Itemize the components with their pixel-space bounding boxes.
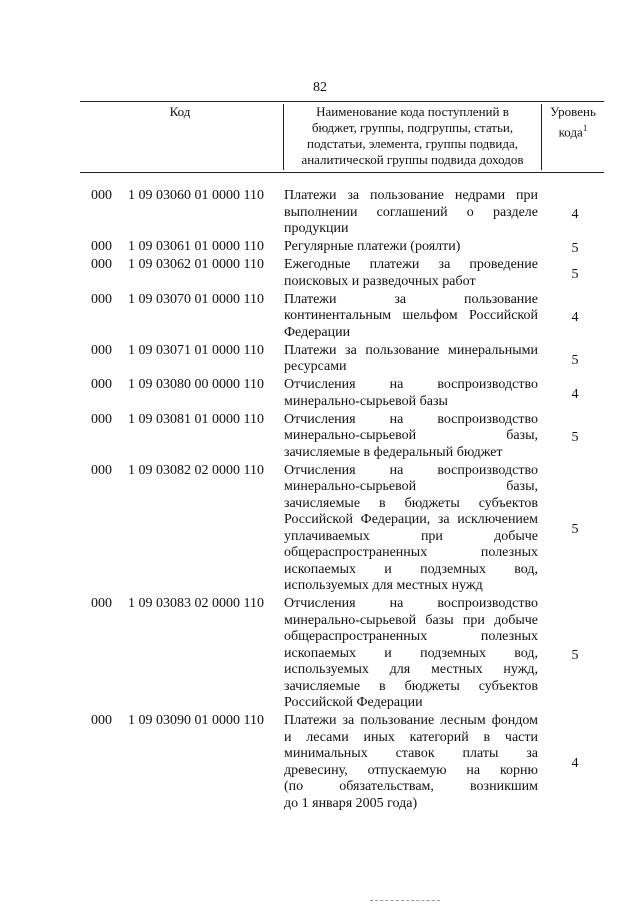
code-level: 5 — [571, 352, 579, 368]
revenue-name — [284, 412, 538, 462]
revenue-code: 1 09 03081 01 0000 110 — [128, 411, 264, 427]
revenue-name-line: континентальным шельфом Российской — [284, 308, 538, 323]
revenue-name-line: минерально-сырьевой базы, — [284, 428, 538, 443]
header-name-line: подстатьи, элемента, группы подвида, — [307, 136, 518, 151]
code-level: 4 — [571, 387, 579, 403]
admin-code: 000 — [91, 291, 112, 307]
code-level: 5 — [571, 267, 579, 283]
revenue-name-line: зачисляемые в федеральный бюджет — [284, 444, 503, 460]
revenue-name-line: Отчисления на воспроизводство — [284, 462, 538, 478]
revenue-name-line: Российской Федерации, за исключением — [284, 512, 538, 527]
revenue-name-line: (по обязательствам, возникшим — [284, 779, 538, 794]
revenue-name-line: Платежи за пользование минеральными — [284, 342, 538, 358]
revenue-name-line: Платежи за пользование недрами при — [284, 188, 538, 203]
admin-code: 000 — [91, 342, 112, 358]
code-level: 4 — [571, 310, 579, 325]
revenue-name-line: и лесами иных категорий в части — [284, 729, 538, 745]
revenue-name-line: поисковых и разведочных работ — [284, 273, 476, 289]
revenue-name-line: Отчисления на воспроизводство — [284, 411, 538, 427]
header-name — [283, 104, 542, 170]
revenue-name — [284, 596, 538, 712]
admin-code: 000 — [91, 596, 112, 611]
code-level: 5 — [571, 241, 579, 256]
revenue-name-line: ископаемых и подземных вод, — [284, 645, 538, 661]
revenue-name-line: минерально-сырьевой базы при добыче — [284, 612, 538, 628]
revenue-name-line: Федерации — [284, 324, 351, 340]
admin-code: 000 — [91, 462, 112, 478]
revenue-name-line: общераспространенных полезных — [284, 629, 538, 644]
revenue-name — [284, 239, 538, 256]
revenue-name-line: до 1 января 2005 года) — [284, 795, 418, 811]
revenue-code: 1 09 03082 02 0000 110 — [128, 462, 264, 478]
revenue-name-line: зачисляемые в бюджеты субъектов — [284, 678, 538, 694]
revenue-code: 1 09 03062 01 0000 110 — [128, 257, 264, 272]
revenue-code: 1 09 03061 01 0000 110 — [128, 239, 264, 254]
revenue-code: 1 09 03070 01 0000 110 — [128, 291, 264, 307]
revenue-code: 1 09 03090 01 0000 110 — [128, 713, 264, 728]
header-name-line: аналитической группы подвида доходов — [301, 152, 524, 167]
revenue-name-line: Отчисления на воспроизводство — [284, 377, 538, 392]
revenue-name-line: минерально-сырьевой базы — [284, 393, 448, 409]
table-header — [80, 101, 604, 173]
header-level — [542, 104, 604, 140]
revenue-name-line: Ежегодные платежи за проведение — [284, 257, 538, 272]
revenue-name-line: зачисляемые в бюджеты субъектов — [284, 495, 538, 511]
header-name-line: бюджет, группы, подгруппы, статьи, — [311, 120, 514, 135]
admin-code: 000 — [91, 377, 112, 392]
header-code: Код — [169, 104, 191, 119]
revenue-name — [284, 292, 538, 342]
revenue-name-line: минимальных ставок платы за — [284, 746, 538, 761]
footnote-mark: 1 — [582, 123, 588, 133]
revenue-name-line: уплачиваемых при добыче — [284, 528, 538, 544]
code-level: 4 — [571, 756, 579, 772]
revenue-name — [284, 343, 538, 376]
revenue-name — [284, 713, 538, 812]
revenue-name-line: ресурсами — [284, 359, 347, 374]
revenue-name-line: ископаемых и подземных вод, — [284, 561, 538, 577]
code-level: 5 — [571, 647, 579, 663]
revenue-name-line: древесину, отпускаемую на корню — [284, 762, 538, 778]
admin-code: 000 — [91, 188, 112, 203]
revenue-code: 1 09 03083 02 0000 110 — [128, 596, 264, 611]
page-number: 82 — [313, 80, 327, 95]
header-level-line2 — [542, 120, 604, 140]
scan-artifact — [370, 900, 440, 903]
revenue-name-line: Платежи за пользование — [284, 291, 538, 307]
header-level-line1: Уровень — [550, 104, 596, 119]
header-level-text: кода — [558, 124, 583, 140]
revenue-name-line: Отчисления на воспроизводство — [284, 596, 538, 611]
revenue-name-line: выполнении соглашений о разделе — [284, 204, 538, 220]
revenue-name-line: продукции — [284, 221, 349, 236]
revenue-name-line: Регулярные платежи (роялти) — [284, 239, 461, 254]
code-level: 4 — [571, 206, 579, 222]
revenue-name-line: используемых для местных нужд, — [284, 662, 538, 677]
revenue-name-line: общераспространенных полезных — [284, 545, 538, 560]
code-level: 5 — [571, 430, 579, 445]
admin-code: 000 — [91, 257, 112, 272]
revenue-name-line: Российской Федерации — [284, 695, 423, 710]
header-name-line: Наименование кода поступлений в — [316, 104, 509, 119]
revenue-name — [284, 377, 538, 410]
revenue-code: 1 09 03060 01 0000 110 — [128, 188, 264, 203]
revenue-code: 1 09 03071 01 0000 110 — [128, 342, 264, 358]
admin-code: 000 — [91, 411, 112, 427]
admin-code: 000 — [91, 239, 112, 254]
revenue-name-line: Платежи за пользование лесным фондом — [284, 713, 538, 728]
code-level: 5 — [571, 522, 579, 538]
revenue-name — [284, 463, 538, 595]
revenue-code: 1 09 03080 00 0000 110 — [128, 377, 264, 392]
revenue-name-line: используемых для местных нужд — [284, 578, 483, 593]
admin-code: 000 — [91, 713, 112, 728]
revenue-name — [284, 257, 538, 290]
revenue-name-line: минерально-сырьевой базы, — [284, 479, 538, 494]
revenue-name — [284, 188, 538, 238]
